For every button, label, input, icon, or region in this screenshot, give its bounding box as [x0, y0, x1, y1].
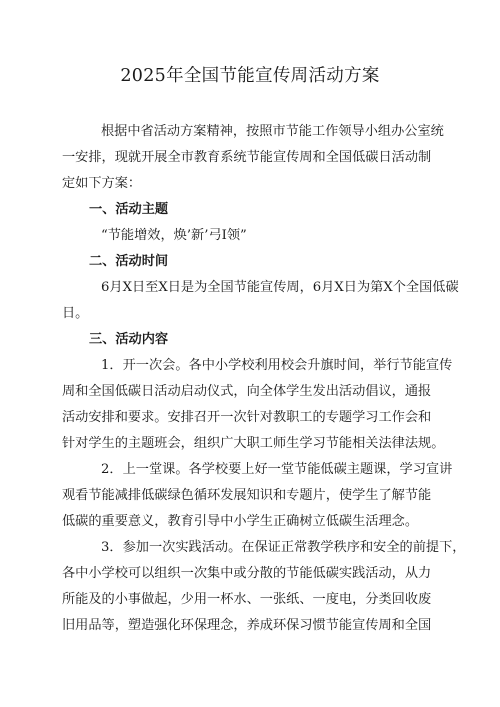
section-heading-content: 三、活动内容	[89, 332, 169, 347]
paragraph-line: 旧用品等，塑造强化环保理念，养成环保习惯节能宣传周和全国	[62, 618, 432, 633]
paragraph-line: 定如下方案：	[62, 176, 142, 191]
paragraph-line: 周和全国低碳日活动启动仪式，向全体学生发出活动倡议，通报	[62, 384, 432, 399]
paragraph-line: 3．参加一次实践活动。在保证正常教学秩序和安全的前提下，	[101, 540, 466, 555]
paragraph-line: 2．上一堂课。各学校要上好一堂节能低碳主题课，学习宣讲	[101, 462, 453, 477]
paragraph-line: 观看节能减排低碳绿色循环发展知识和专题片，使学生了解节能	[62, 488, 432, 503]
paragraph-line: 所能及的小事做起，少用一杯水、一张纸、一度电，分类回收废	[62, 592, 432, 607]
paragraph-line: 1．开一次会。各中小学校利用校会升旗时间，举行节能宣传	[101, 358, 453, 373]
paragraph-line: 根据中省活动方案精神，按照市节能工作领导小组办公室统	[101, 124, 444, 139]
paragraph-line: 低碳的重要意义，教育引导中小学生正确树立低碳生活理念。	[62, 514, 419, 529]
paragraph-line: 日。	[62, 306, 89, 321]
section-heading-time: 二、活动时间	[89, 254, 169, 269]
theme-slogan: “节能增效，焕’新’弓I领”	[101, 228, 247, 243]
paragraph-line: 6月X日至X日是为全国节能宣传周，6月X日为第X个全国低碳	[101, 280, 459, 295]
paragraph-line: 一安排，现就开展全市教育系统节能宣传周和全国低碳日活动制	[62, 150, 432, 165]
section-heading-theme: 一、活动主题	[89, 202, 169, 217]
paragraph-line: 活动安排和要求。安排召开一次针对教职工的专题学习工作会和	[62, 410, 432, 425]
document-title: 2025年全国节能宣传周活动方案	[120, 66, 380, 86]
paragraph-line: 针对学生的主题班会，组织广大职工师生学习节能相关法律法规。	[62, 436, 445, 451]
paragraph-line: 各中小学校可以组织一次集中或分散的节能低碳实践活动，从力	[62, 566, 432, 581]
